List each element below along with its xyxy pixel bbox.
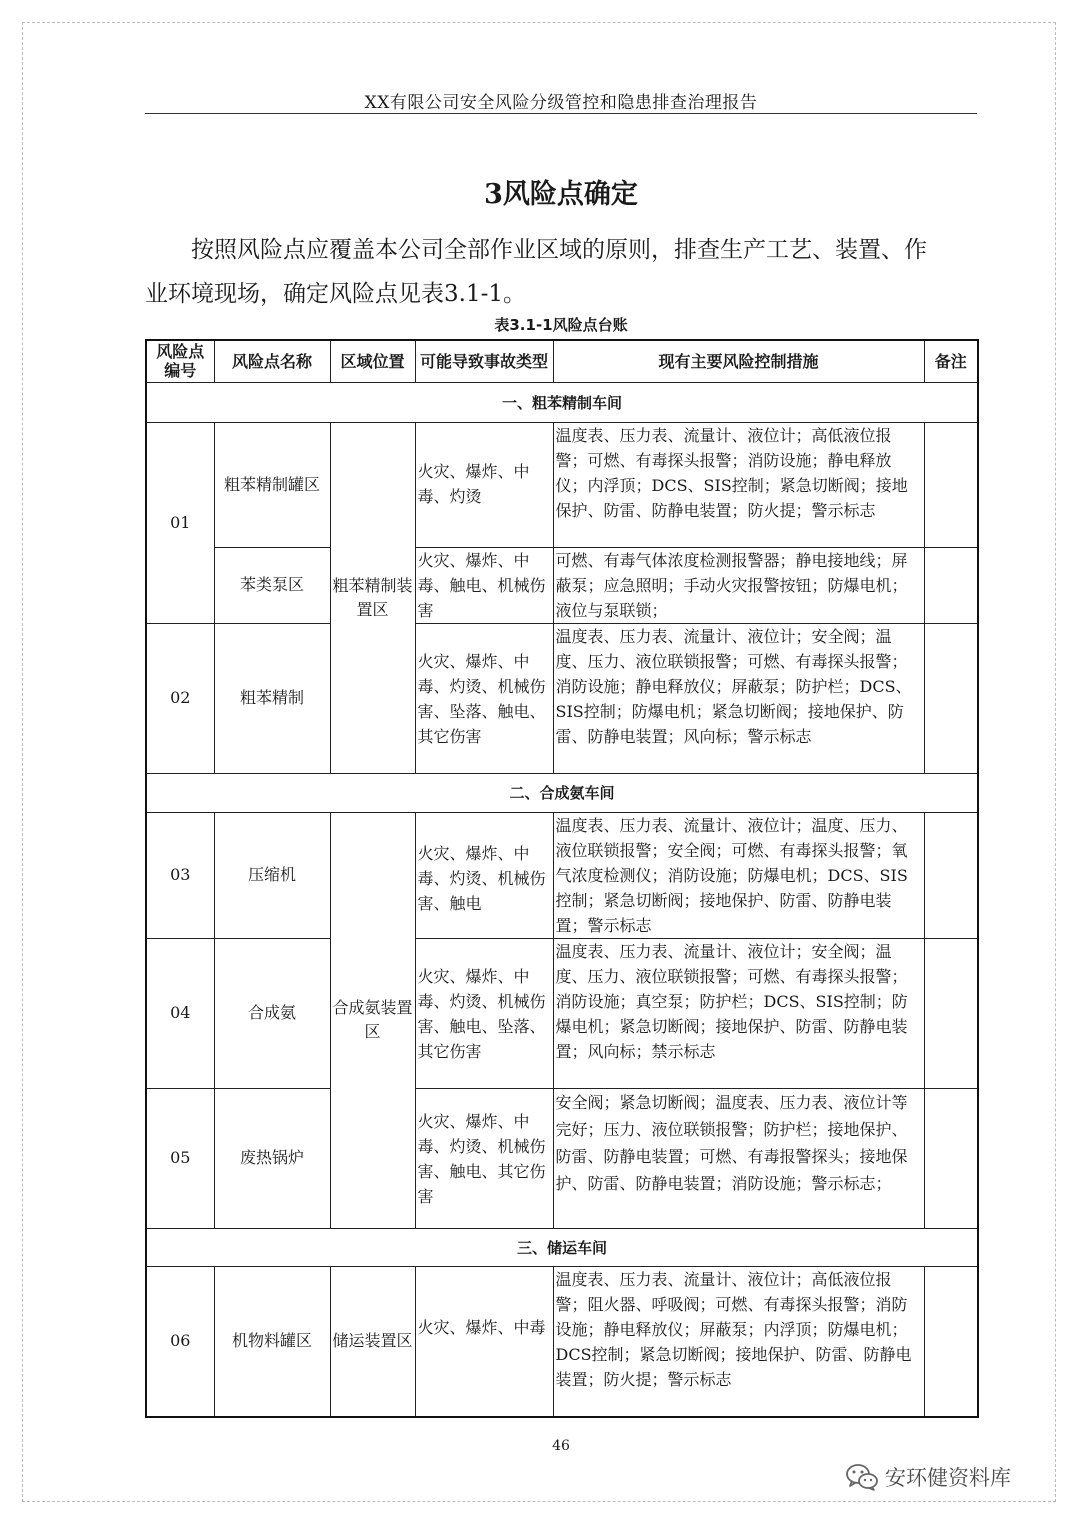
accident-type-cell: 火灾、爆炸、中毒、触电、机械伤害 [415,547,553,623]
area-cell: 储运装置区 [330,1266,415,1417]
section-row [146,1228,978,1266]
accident-type-text: 火灾、爆炸、中毒、灼烫、机械伤害、触电、其它伤害 [417,1111,546,1206]
section-title-cell: 二、合成氨车间 [146,773,978,812]
accident-type-text: 火灾、爆炸、中毒、灼烫、机械伤害、触电 [417,843,546,913]
header-cell-remark: 备注 [924,340,978,382]
header-cell-accident-type: 可能导致事故类型 [415,340,553,382]
risk-name-cell: 苯类泵区 [214,547,330,623]
wechat-icon [845,1462,879,1492]
measures-cell: 可燃、有毒气体浓度检测报警器；静电接地线；屏蔽泵；应急照明；手动火灾报警按钮；防爆电机；液位与泵联锁； [553,547,924,623]
risk-id-cell: 05 [146,1088,214,1228]
header-cell-name: 风险点名称 [214,340,330,382]
accident-type-cell [415,938,553,1088]
remark-cell [924,623,978,773]
accident-type-cell [415,1266,553,1417]
remark-cell [924,1266,978,1417]
intro-paragraph: 按照风险点应覆盖本公司全部作业区域的原则，排查生产工艺、装置、作业环境现场，确定风险点见表3.1-1。 [145,237,927,307]
accident-type-text: 火灾、爆炸、中毒 [417,1317,546,1337]
risk-id-cell: 06 [146,1266,214,1417]
remark-cell [924,422,978,547]
measures-cell: 温度表、压力表、流量计、液位计；安全阀；温度、压力、液位联锁报警；可燃、有毒探头报警；消防设施；真空泵；防护栏；DCS、SIS控制；防爆电机；紧急切断阀；接地保护、防雷、防静电装置；风向标；禁示标志 [553,938,924,1088]
remark-cell [924,547,978,623]
page-number: 46 [552,1438,570,1454]
accident-type-cell [415,422,553,547]
risk-name-cell: 机物料罐区 [214,1266,330,1417]
accident-type-text: 火灾、爆炸、中毒、灼烫、机械伤害、坠落、触电、其它伤害 [417,651,546,746]
table-row [146,812,978,938]
section-row [146,773,978,812]
accident-type-text: 火灾、爆炸、中毒、灼烫 [417,461,530,506]
table-row [146,1088,978,1228]
risk-name-cell: 压缩机 [214,812,330,938]
risk-id-cell: 02 [146,623,214,773]
remark-cell [924,812,978,938]
watermark [845,1462,1011,1492]
risk-name-cell: 粗苯精制 [214,623,330,773]
measures-cell: 温度表、压力表、流量计、液位计；高低液位报警；可燃、有毒探头报警；消防设施；静电释放仪；内浮顶；DCS、SIS控制；紧急切断阀；接地保护、防雷、防静电装置；防火提；警示标志 [553,422,924,547]
area-cell: 粗苯精制装置区 [330,422,415,773]
running-header: XX有限公司安全风险分级管控和隐患排查治理报告 [364,93,758,113]
remark-cell [924,1088,978,1228]
remark-cell [924,938,978,1088]
table-row [146,623,978,773]
table-row [146,422,978,547]
table-row [146,547,978,623]
measures-cell: 温度表、压力表、流量计、液位计；高低液位报警；阻火器、呼吸阀；可燃、有毒探头报警；消防设施；静电释放仪；屏蔽泵；内浮顶；防爆电机；DCS控制；紧急切断阀；接地保护、防雷、防静电装置；防火提；警示标志 [553,1266,924,1417]
risk-name-cell: 废热锅炉 [214,1088,330,1228]
risk-id-cell: 01 [146,422,214,623]
risk-name-cell: 合成氨 [214,938,330,1088]
section-title: 3风险点确定 [484,179,638,210]
risk-id-cell: 03 [146,812,214,938]
table-row [146,1266,978,1417]
measures-cell: 安全阀；紧急切断阀；温度表、压力表、液位计等完好；压力、液位联锁报警；防护栏；接地保护、防雷、防静电装置；可燃、有毒报警探头；接地保护、防雷、防静电装置；消防设施；警示标志； [553,1088,924,1228]
accident-type-cell [415,1088,553,1228]
table-row [146,938,978,1088]
section-title-cell: 一、粗苯精制车间 [146,382,978,422]
risk-id-cell: 04 [146,938,214,1088]
section-title-cell: 三、储运车间 [146,1228,978,1266]
header-cell-id: 风险点编号 [146,340,214,382]
watermark-text: 安环健资料库 [885,1466,1011,1490]
risk-point-ledger-table [145,339,979,1418]
measures-cell: 温度表、压力表、流量计、液位计；安全阀；温度、压力、液位联锁报警；可燃、有毒探头报警；消防设施；静电释放仪；屏蔽泵；防护栏；DCS、SIS控制；防爆电机；紧急切断阀；接地保护、防雷、防静电装置；风向标；警示标志 [553,623,924,773]
header-rule [145,113,977,114]
header-cell-area: 区域位置 [330,340,415,382]
accident-type-cell [415,623,553,773]
table-header-row [146,340,978,382]
measures-cell: 温度表、压力表、流量计、液位计；温度、压力、液位联锁报警；安全阀；可燃、有毒探头报警；氧气浓度检测仪；消防设施；防爆电机；DCS、SIS控制；紧急切断阀；接地保护、防雷、防静电装置；警示标志 [553,812,924,938]
section-row [146,382,978,422]
accident-type-text: 火灾、爆炸、中毒、灼烫、机械伤害、触电、坠落、其它伤害 [417,966,546,1061]
header-cell-measures: 现有主要风险控制措施 [553,340,924,382]
area-cell: 合成氨装置区 [330,812,415,1228]
accident-type-cell [415,812,553,938]
risk-name-cell: 粗苯精制罐区 [214,422,330,547]
table-caption: 表3.1-1风险点台账 [494,316,628,334]
